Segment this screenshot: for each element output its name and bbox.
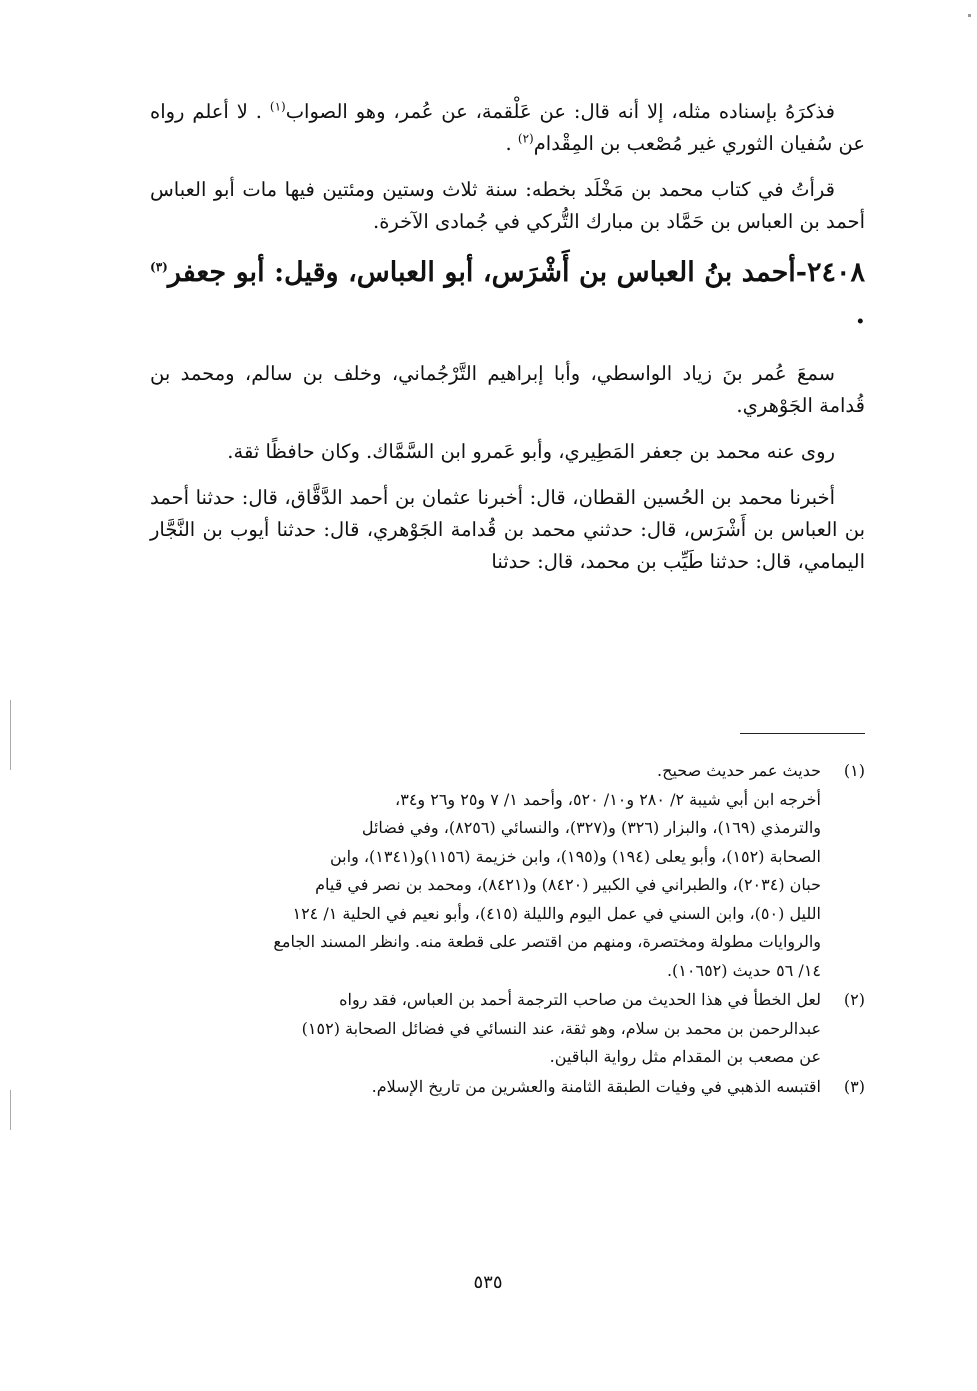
footnote-number: (٢) <box>843 990 865 1009</box>
footnote-3 <box>150 1073 865 1102</box>
paragraph-3: سمعَ عُمر بنَ زياد الواسطي، وأبا إبراهيم التَّرْجُماني، وخلف بن سالم، ومحمد بن قُدامة الجَوْهري. <box>150 362 865 417</box>
footnote-line: حبان (٢٠٣٤)، والطبراني في الكبير (٨٤٢٠) و(٨٤٢١)، ومحمد بن نصر في قيام <box>315 875 821 894</box>
entry-title <box>150 252 865 336</box>
footnote-body <box>150 757 821 985</box>
footnote-line: والروايات مطولة ومختصرة، ومنهم من اقتصر على قطعة منه. وانظر المسند الجامع <box>273 932 821 951</box>
footnote-number: (١) <box>843 761 865 780</box>
paragraph-5: أخبرنا محمد بن الحُسين القطان، قال: أخبرنا عثمان بن أحمد الدَّقَّاق، قال: حدثنا أحمد بن العباس بن أَشْرَس، قال: حدثني محمد بن قُدامة الجَوْهري، قال: حدثنا أيوب بن النَّجَّار اليمامي، قال: حدثنا طَيِّب بن محمد، قال: حدثنا <box>150 486 865 573</box>
footnote-line: عبدالرحمن بن محمد بن سلام، وهو ثقة، عند النسائي في فضائل الصحابة (١٥٢) <box>301 1018 821 1038</box>
footnote-body <box>150 1073 821 1102</box>
footnote-ref-1[interactable]: (١) <box>269 99 286 114</box>
footnote-line: ١٤/ ٥٦ حديث (١٠٦٥٢). <box>666 960 821 980</box>
footnote-line: لعل الخطأ في هذا الحديث من صاحب الترجمة أحمد بن العباس، فقد رواه <box>339 990 821 1009</box>
paragraph-1-text: فذكرَهُ بإسناده مثله، إلا أنه قال: عن عَلْقمة، عن عُمر، وهو الصواب <box>285 100 835 123</box>
paragraph-2: قرأتُ في كتاب محمد بن مَخْلَد بخطه: سنة ثلاث وستين ومئتين فيها مات أبو العباس أحمد بن العباس بن حَمَّاد بن مبارك التُّركي في جُمادى الآخرة. <box>150 178 865 233</box>
entry-title-text: ٢٤٠٨-أحمد بنُ العباس بن أَشْرَس، أبو العباس، وقيل: أبو جعفر <box>167 257 865 288</box>
footnote-line: عن مصعب بن المقدام مثل رواية الباقين. <box>549 1047 821 1066</box>
footnote-ref-3[interactable]: (٣) <box>150 260 168 274</box>
entry-title-end: . <box>855 299 865 330</box>
footnote-2 <box>150 986 865 1072</box>
paragraph-1 <box>150 96 865 160</box>
footnote-line: حديث عمر حديث صحيح. <box>657 761 821 780</box>
scan-margin-mark <box>10 1090 11 1130</box>
paragraph-4: روى عنه محمد بن جعفر المَطِيري، وأبو عَمرو ابن السَّمَّاك. وكان حافظًا ثقة. <box>227 440 835 463</box>
footnote-line: والترمذي (١٦٩)، والبزار (٣٢٦) و(٣٢٧)، والنسائي (٨٢٥٦)، وفي فضائل <box>361 818 821 837</box>
footnote-line: الليل (٥٠)، وابن السني في عمل اليوم والليلة (٤١٥)، وأبو نعيم في الحلية ١/ ١٢٤ <box>292 903 821 923</box>
main-text <box>150 96 865 592</box>
footnote-ref-2[interactable]: (٢) <box>517 131 534 146</box>
paragraph-1-end: . <box>505 132 518 155</box>
footnote-separator <box>740 733 865 734</box>
footnote-line: الصحابة (١٥٢)، وأبو يعلى (١٩٤) و(١٩٥)، وابن خزيمة (١١٥٦)و(١٣٤١)، وابن <box>330 846 821 866</box>
footnote-line: اقتبسه الذهبي في وفيات الطبقة الثامنة والعشرين من تاريخ الإسلام. <box>371 1076 821 1096</box>
footnote-body <box>150 986 821 1072</box>
paragraph-1-text-2: . لا أعلم رواه عن سُفيان الثوري غير مُصْعب بن المِقْدام <box>150 100 865 155</box>
footnotes <box>150 757 865 1102</box>
footnote-line: أخرجه ابن أبي شيبة ٢/ ٢٨٠ و١٠/ ٥٢٠، وأحمد ١/ ٧ و٢٥ و٢٦ و٣٤، <box>395 789 821 809</box>
scan-dot <box>968 14 971 17</box>
page-number: ٥٣٥ <box>473 1272 503 1293</box>
footnote-number: (٣) <box>843 1076 865 1096</box>
footnote-1 <box>150 757 865 985</box>
scan-margin-mark <box>10 700 11 770</box>
